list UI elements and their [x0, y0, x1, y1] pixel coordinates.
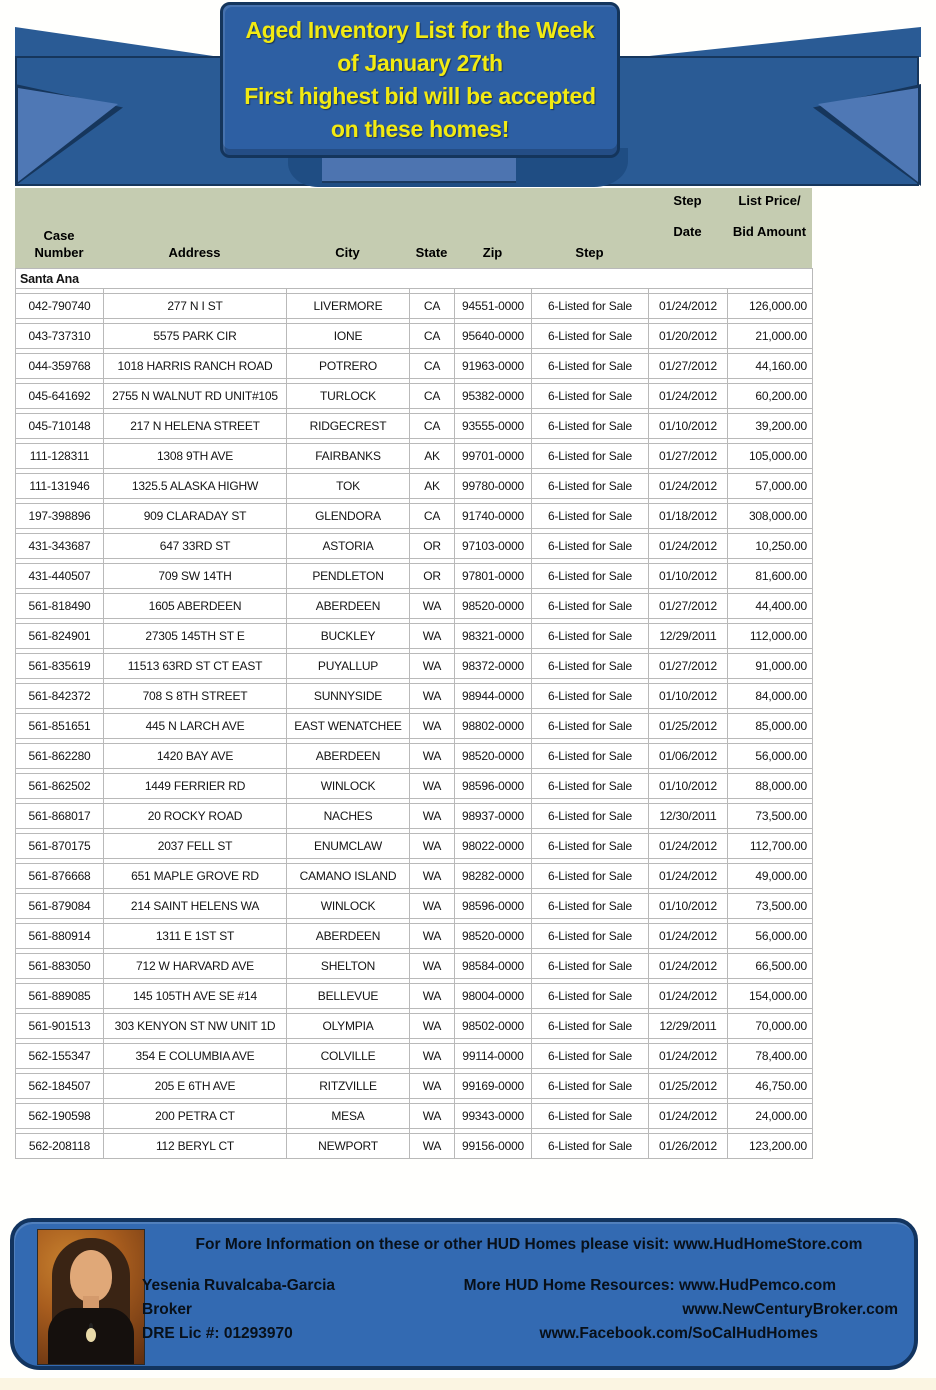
- cell-step: 6-Listed for Sale: [532, 1074, 649, 1099]
- cell-step_date: 01/26/2012: [649, 1134, 728, 1159]
- column-header-price: List Price/ Bid Amount: [732, 193, 807, 239]
- cell-state: WA: [410, 1104, 455, 1129]
- cell-step_date: 01/27/2012: [649, 594, 728, 619]
- resource-facebook: www.Facebook.com/SoCalHudHomes: [539, 1325, 818, 1342]
- cell-state: WA: [410, 894, 455, 919]
- cell-step_date: 01/27/2012: [649, 444, 728, 469]
- cell-price: 112,000.00: [728, 624, 813, 649]
- table-row: [16, 1134, 813, 1159]
- cell-case_number: 431-343687: [16, 534, 104, 559]
- group-label: Santa Ana: [16, 269, 813, 289]
- cell-state: WA: [410, 1014, 455, 1039]
- cell-zip: 98321-0000: [455, 624, 532, 649]
- cell-case_number: 431-440507: [16, 564, 104, 589]
- cell-zip: 94551-0000: [455, 294, 532, 319]
- cell-step_date: 01/24/2012: [649, 1044, 728, 1069]
- cell-price: 39,200.00: [728, 414, 813, 439]
- cell-step_date: 12/29/2011: [649, 1014, 728, 1039]
- group-row: [16, 269, 813, 289]
- cell-step: 6-Listed for Sale: [532, 774, 649, 799]
- cell-price: 84,000.00: [728, 684, 813, 709]
- cell-city: BUCKLEY: [287, 624, 410, 649]
- cell-step_date: 01/25/2012: [649, 714, 728, 739]
- cell-zip: 98944-0000: [455, 684, 532, 709]
- cell-state: CA: [410, 324, 455, 349]
- cell-zip: 97103-0000: [455, 534, 532, 559]
- cell-case_number: 562-155347: [16, 1044, 104, 1069]
- broker-info: [142, 1274, 335, 1346]
- cell-state: WA: [410, 1074, 455, 1099]
- cell-address: 11513 63RD ST CT EAST: [104, 654, 287, 679]
- column-header-city: City: [335, 245, 360, 260]
- broker-title: Broker: [142, 1301, 192, 1318]
- cell-state: OR: [410, 564, 455, 589]
- cell-price: 57,000.00: [728, 474, 813, 499]
- banner-title-line: Aged Inventory List for the Week: [245, 17, 595, 43]
- cell-case_number: 045-710148: [16, 414, 104, 439]
- cell-step_date: 01/27/2012: [649, 654, 728, 679]
- cell-step_date: 01/24/2012: [649, 534, 728, 559]
- cell-price: 60,200.00: [728, 384, 813, 409]
- cell-city: WINLOCK: [287, 774, 410, 799]
- cell-city: TURLOCK: [287, 384, 410, 409]
- cell-address: 354 E COLUMBIA AVE: [104, 1044, 287, 1069]
- table-row: [16, 594, 813, 619]
- cell-case_number: 043-737310: [16, 324, 104, 349]
- cell-city: WINLOCK: [287, 894, 410, 919]
- cell-state: WA: [410, 954, 455, 979]
- cell-price: 10,250.00: [728, 534, 813, 559]
- cell-zip: 98802-0000: [455, 714, 532, 739]
- cell-case_number: 561-868017: [16, 804, 104, 829]
- cell-address: 445 N LARCH AVE: [104, 714, 287, 739]
- cell-step: 6-Listed for Sale: [532, 474, 649, 499]
- cell-city: GLENDORA: [287, 504, 410, 529]
- cell-step_date: 01/06/2012: [649, 744, 728, 769]
- cell-state: CA: [410, 414, 455, 439]
- cell-step: 6-Listed for Sale: [532, 294, 649, 319]
- cell-zip: 95382-0000: [455, 384, 532, 409]
- cell-price: 81,600.00: [728, 564, 813, 589]
- cell-state: AK: [410, 444, 455, 469]
- cell-city: ABERDEEN: [287, 744, 410, 769]
- cell-step: 6-Listed for Sale: [532, 714, 649, 739]
- footer-panel: [10, 1218, 918, 1370]
- cell-city: EAST WENATCHEE: [287, 714, 410, 739]
- cell-city: LIVERMORE: [287, 294, 410, 319]
- cell-price: 308,000.00: [728, 504, 813, 529]
- cell-step_date: 01/10/2012: [649, 894, 728, 919]
- resources-block: [464, 1274, 898, 1346]
- cell-step_date: 01/10/2012: [649, 684, 728, 709]
- cell-zip: 99780-0000: [455, 474, 532, 499]
- table-row: [16, 534, 813, 559]
- cell-case_number: 045-641692: [16, 384, 104, 409]
- column-header-case_number: Case Number: [34, 228, 84, 260]
- cell-step: 6-Listed for Sale: [532, 744, 649, 769]
- cell-step: 6-Listed for Sale: [532, 1134, 649, 1159]
- cell-city: NEWPORT: [287, 1134, 410, 1159]
- cell-city: ABERDEEN: [287, 924, 410, 949]
- cell-price: 85,000.00: [728, 714, 813, 739]
- cell-price: 56,000.00: [728, 924, 813, 949]
- cell-address: 1605 ABERDEEN: [104, 594, 287, 619]
- cell-city: IONE: [287, 324, 410, 349]
- table-row: [16, 954, 813, 979]
- cell-step: 6-Listed for Sale: [532, 834, 649, 859]
- cell-step: 6-Listed for Sale: [532, 624, 649, 649]
- cell-zip: 98004-0000: [455, 984, 532, 1009]
- cell-step: 6-Listed for Sale: [532, 654, 649, 679]
- cell-price: 73,500.00: [728, 894, 813, 919]
- cell-city: FAIRBANKS: [287, 444, 410, 469]
- cell-zip: 98520-0000: [455, 924, 532, 949]
- cell-address: 647 33RD ST: [104, 534, 287, 559]
- cell-step: 6-Listed for Sale: [532, 384, 649, 409]
- cell-step_date: 01/18/2012: [649, 504, 728, 529]
- cell-step: 6-Listed for Sale: [532, 534, 649, 559]
- cell-zip: 99701-0000: [455, 444, 532, 469]
- table-row: [16, 1044, 813, 1069]
- cell-zip: 98022-0000: [455, 834, 532, 859]
- cell-address: 20 ROCKY ROAD: [104, 804, 287, 829]
- cell-state: WA: [410, 1044, 455, 1069]
- cell-city: CAMANO ISLAND: [287, 864, 410, 889]
- cell-step: 6-Listed for Sale: [532, 684, 649, 709]
- cell-state: WA: [410, 984, 455, 1009]
- cell-city: SUNNYSIDE: [287, 684, 410, 709]
- cell-zip: 97801-0000: [455, 564, 532, 589]
- table-row: [16, 1014, 813, 1039]
- column-header-step_date: Step Date: [673, 193, 702, 239]
- cell-city: RIDGECREST: [287, 414, 410, 439]
- cell-zip: 91963-0000: [455, 354, 532, 379]
- cell-address: 5575 PARK CIR: [104, 324, 287, 349]
- cell-step_date: 01/24/2012: [649, 384, 728, 409]
- cell-price: 123,200.00: [728, 1134, 813, 1159]
- column-header-zip: Zip: [482, 245, 503, 260]
- cell-state: CA: [410, 504, 455, 529]
- table-row: [16, 624, 813, 649]
- table-row: [16, 654, 813, 679]
- hud-homestore-line: For More Information on these or other HUD Homes please visit: www.HudHomeStore.com: [195, 1236, 863, 1253]
- cell-city: TOK: [287, 474, 410, 499]
- cell-city: NACHES: [287, 804, 410, 829]
- banner-title-line: of January 27th: [337, 50, 503, 76]
- cell-zip: 98937-0000: [455, 804, 532, 829]
- cell-step: 6-Listed for Sale: [532, 804, 649, 829]
- cell-step_date: 01/24/2012: [649, 1104, 728, 1129]
- cell-zip: 93555-0000: [455, 414, 532, 439]
- table-row: [16, 504, 813, 529]
- cell-step: 6-Listed for Sale: [532, 354, 649, 379]
- cell-address: 1449 FERRIER RD: [104, 774, 287, 799]
- cell-address: 112 BERYL CT: [104, 1134, 287, 1159]
- cell-state: WA: [410, 1134, 455, 1159]
- cell-step: 6-Listed for Sale: [532, 1014, 649, 1039]
- cell-case_number: 561-883050: [16, 954, 104, 979]
- cell-price: 49,000.00: [728, 864, 813, 889]
- ribbon-band-corner-left: [15, 27, 220, 57]
- table-row: [16, 894, 813, 919]
- bottom-margin-strip: [0, 1378, 936, 1390]
- cell-price: 21,000.00: [728, 324, 813, 349]
- cell-address: 651 MAPLE GROVE RD: [104, 864, 287, 889]
- table-row: [16, 804, 813, 829]
- cell-case_number: 044-359768: [16, 354, 104, 379]
- cell-step_date: 01/24/2012: [649, 834, 728, 859]
- cell-address: 277 N I ST: [104, 294, 287, 319]
- cell-zip: 91740-0000: [455, 504, 532, 529]
- resource-newcenturybroker: www.NewCenturyBroker.com: [682, 1301, 898, 1318]
- cell-state: AK: [410, 474, 455, 499]
- cell-price: 56,000.00: [728, 744, 813, 769]
- cell-case_number: 561-842372: [16, 684, 104, 709]
- banner-title-line: First highest bid will be accepted: [244, 83, 596, 109]
- cell-step: 6-Listed for Sale: [532, 924, 649, 949]
- cell-price: 88,000.00: [728, 774, 813, 799]
- cell-city: ENUMCLAW: [287, 834, 410, 859]
- cell-address: 217 N HELENA STREET: [104, 414, 287, 439]
- cell-case_number: 562-190598: [16, 1104, 104, 1129]
- cell-step: 6-Listed for Sale: [532, 414, 649, 439]
- cell-case_number: 042-790740: [16, 294, 104, 319]
- cell-case_number: 562-208118: [16, 1134, 104, 1159]
- cell-case_number: 561-824901: [16, 624, 104, 649]
- cell-city: SHELTON: [287, 954, 410, 979]
- cell-step_date: 01/10/2012: [649, 414, 728, 439]
- cell-state: WA: [410, 744, 455, 769]
- cell-zip: 98282-0000: [455, 864, 532, 889]
- table-row: [16, 1074, 813, 1099]
- broker-license: DRE Lic #: 01293970: [142, 1325, 293, 1342]
- cell-price: 91,000.00: [728, 654, 813, 679]
- cell-zip: 99343-0000: [455, 1104, 532, 1129]
- cell-case_number: 561-818490: [16, 594, 104, 619]
- cell-city: ASTORIA: [287, 534, 410, 559]
- cell-step: 6-Listed for Sale: [532, 504, 649, 529]
- cell-address: 200 PETRA CT: [104, 1104, 287, 1129]
- cell-price: 46,750.00: [728, 1074, 813, 1099]
- cell-step: 6-Listed for Sale: [532, 864, 649, 889]
- cell-price: 112,700.00: [728, 834, 813, 859]
- cell-state: OR: [410, 534, 455, 559]
- cell-case_number: 561-862502: [16, 774, 104, 799]
- cell-price: 126,000.00: [728, 294, 813, 319]
- cell-city: OLYMPIA: [287, 1014, 410, 1039]
- cell-address: 712 W HARVARD AVE: [104, 954, 287, 979]
- cell-step: 6-Listed for Sale: [532, 1104, 649, 1129]
- cell-step: 6-Listed for Sale: [532, 564, 649, 589]
- cell-address: 1308 9TH AVE: [104, 444, 287, 469]
- cell-city: MESA: [287, 1104, 410, 1129]
- cell-step: 6-Listed for Sale: [532, 984, 649, 1009]
- cell-case_number: 562-184507: [16, 1074, 104, 1099]
- cell-price: 78,400.00: [728, 1044, 813, 1069]
- cell-step_date: 01/24/2012: [649, 294, 728, 319]
- table-row: [16, 1104, 813, 1129]
- cell-city: COLVILLE: [287, 1044, 410, 1069]
- cell-step_date: 01/27/2012: [649, 354, 728, 379]
- cell-state: WA: [410, 864, 455, 889]
- cell-zip: 98520-0000: [455, 594, 532, 619]
- banner-title-panel: [220, 2, 620, 158]
- banner-title-line: on these homes!: [330, 116, 510, 142]
- cell-zip: 98596-0000: [455, 774, 532, 799]
- table-row: [16, 564, 813, 589]
- table-row: [16, 294, 813, 319]
- cell-step: 6-Listed for Sale: [532, 594, 649, 619]
- table-header: [15, 188, 812, 268]
- cell-zip: 98520-0000: [455, 744, 532, 769]
- cell-step: 6-Listed for Sale: [532, 894, 649, 919]
- cell-zip: 98372-0000: [455, 654, 532, 679]
- column-header-state: State: [415, 245, 448, 260]
- cell-zip: 99114-0000: [455, 1044, 532, 1069]
- table-row: [16, 474, 813, 499]
- cell-address: 909 CLARADAY ST: [104, 504, 287, 529]
- cell-case_number: 561-870175: [16, 834, 104, 859]
- cell-address: 1325.5 ALASKA HIGHW: [104, 474, 287, 499]
- cell-city: ABERDEEN: [287, 594, 410, 619]
- cell-step: 6-Listed for Sale: [532, 444, 649, 469]
- cell-price: 73,500.00: [728, 804, 813, 829]
- broker-photo-face: [70, 1250, 112, 1302]
- cell-case_number: 561-862280: [16, 744, 104, 769]
- table-row: [16, 924, 813, 949]
- table-row: [16, 984, 813, 1009]
- cell-address: 1018 HARRIS RANCH ROAD: [104, 354, 287, 379]
- cell-step_date: 01/24/2012: [649, 474, 728, 499]
- resource-hudpemco: More HUD Home Resources: www.HudPemco.com: [463, 1277, 836, 1294]
- cell-state: WA: [410, 924, 455, 949]
- cell-case_number: 561-889085: [16, 984, 104, 1009]
- cell-zip: 98584-0000: [455, 954, 532, 979]
- cell-case_number: 561-880914: [16, 924, 104, 949]
- cell-address: 2037 FELL ST: [104, 834, 287, 859]
- cell-address: 709 SW 14TH: [104, 564, 287, 589]
- cell-step_date: 01/10/2012: [649, 774, 728, 799]
- cell-zip: 95640-0000: [455, 324, 532, 349]
- inventory-table-wrap: [15, 268, 812, 1159]
- table-row: [16, 444, 813, 469]
- cell-state: WA: [410, 654, 455, 679]
- cell-state: CA: [410, 354, 455, 379]
- inventory-table: [15, 268, 813, 1159]
- table-row: [16, 354, 813, 379]
- cell-case_number: 111-128311: [16, 444, 104, 469]
- cell-case_number: 561-835619: [16, 654, 104, 679]
- cell-case_number: 561-901513: [16, 1014, 104, 1039]
- cell-step_date: 01/24/2012: [649, 924, 728, 949]
- table-row: [16, 324, 813, 349]
- cell-case_number: 111-131946: [16, 474, 104, 499]
- table-row: [16, 834, 813, 859]
- cell-price: 24,000.00: [728, 1104, 813, 1129]
- cell-zip: 98502-0000: [455, 1014, 532, 1039]
- cell-address: 1311 E 1ST ST: [104, 924, 287, 949]
- cell-case_number: 197-398896: [16, 504, 104, 529]
- cell-zip: 98596-0000: [455, 894, 532, 919]
- table-row: [16, 384, 813, 409]
- cell-price: 105,000.00: [728, 444, 813, 469]
- broker-photo-pendant: [86, 1328, 96, 1342]
- cell-step_date: 01/10/2012: [649, 564, 728, 589]
- table-row: [16, 744, 813, 769]
- cell-zip: 99169-0000: [455, 1074, 532, 1099]
- table-row: [16, 864, 813, 889]
- cell-price: 44,400.00: [728, 594, 813, 619]
- cell-address: 2755 N WALNUT RD UNIT#105: [104, 384, 287, 409]
- cell-address: 303 KENYON ST NW UNIT 1D: [104, 1014, 287, 1039]
- cell-case_number: 561-851651: [16, 714, 104, 739]
- cell-state: WA: [410, 684, 455, 709]
- table-row: [16, 684, 813, 709]
- cell-step_date: 01/24/2012: [649, 984, 728, 1009]
- cell-state: CA: [410, 294, 455, 319]
- cell-step: 6-Listed for Sale: [532, 954, 649, 979]
- cell-city: PUYALLUP: [287, 654, 410, 679]
- cell-price: 154,000.00: [728, 984, 813, 1009]
- cell-address: 205 E 6TH AVE: [104, 1074, 287, 1099]
- inventory-table-body: [16, 269, 813, 1159]
- cell-case_number: 561-876668: [16, 864, 104, 889]
- cell-step_date: 12/29/2011: [649, 624, 728, 649]
- cell-state: WA: [410, 804, 455, 829]
- cell-zip: 99156-0000: [455, 1134, 532, 1159]
- table-row: [16, 774, 813, 799]
- column-header-step: Step: [575, 245, 604, 260]
- cell-state: WA: [410, 834, 455, 859]
- column-header-address: Address: [168, 245, 221, 260]
- cell-address: 708 S 8TH STREET: [104, 684, 287, 709]
- cell-city: PENDLETON: [287, 564, 410, 589]
- cell-step: 6-Listed for Sale: [532, 324, 649, 349]
- cell-address: 27305 145TH ST E: [104, 624, 287, 649]
- cell-address: 214 SAINT HELENS WA: [104, 894, 287, 919]
- cell-step_date: 12/30/2011: [649, 804, 728, 829]
- cell-address: 145 105TH AVE SE #14: [104, 984, 287, 1009]
- cell-address: 1420 BAY AVE: [104, 744, 287, 769]
- cell-state: WA: [410, 714, 455, 739]
- cell-state: WA: [410, 594, 455, 619]
- cell-city: BELLEVUE: [287, 984, 410, 1009]
- cell-city: RITZVILLE: [287, 1074, 410, 1099]
- cell-state: WA: [410, 774, 455, 799]
- cell-step_date: 01/20/2012: [649, 324, 728, 349]
- cell-price: 44,160.00: [728, 354, 813, 379]
- cell-step_date: 01/24/2012: [649, 954, 728, 979]
- cell-step: 6-Listed for Sale: [532, 1044, 649, 1069]
- cell-state: CA: [410, 384, 455, 409]
- broker-photo: [38, 1230, 144, 1364]
- cell-price: 70,000.00: [728, 1014, 813, 1039]
- cell-city: POTRERO: [287, 354, 410, 379]
- cell-state: WA: [410, 624, 455, 649]
- table-row: [16, 714, 813, 739]
- cell-step_date: 01/24/2012: [649, 864, 728, 889]
- ribbon-band-corner-right: [640, 27, 921, 57]
- cell-step_date: 01/25/2012: [649, 1074, 728, 1099]
- cell-price: 66,500.00: [728, 954, 813, 979]
- broker-name: Yesenia Ruvalcaba-Garcia: [142, 1277, 336, 1294]
- cell-case_number: 561-879084: [16, 894, 104, 919]
- table-row: [16, 414, 813, 439]
